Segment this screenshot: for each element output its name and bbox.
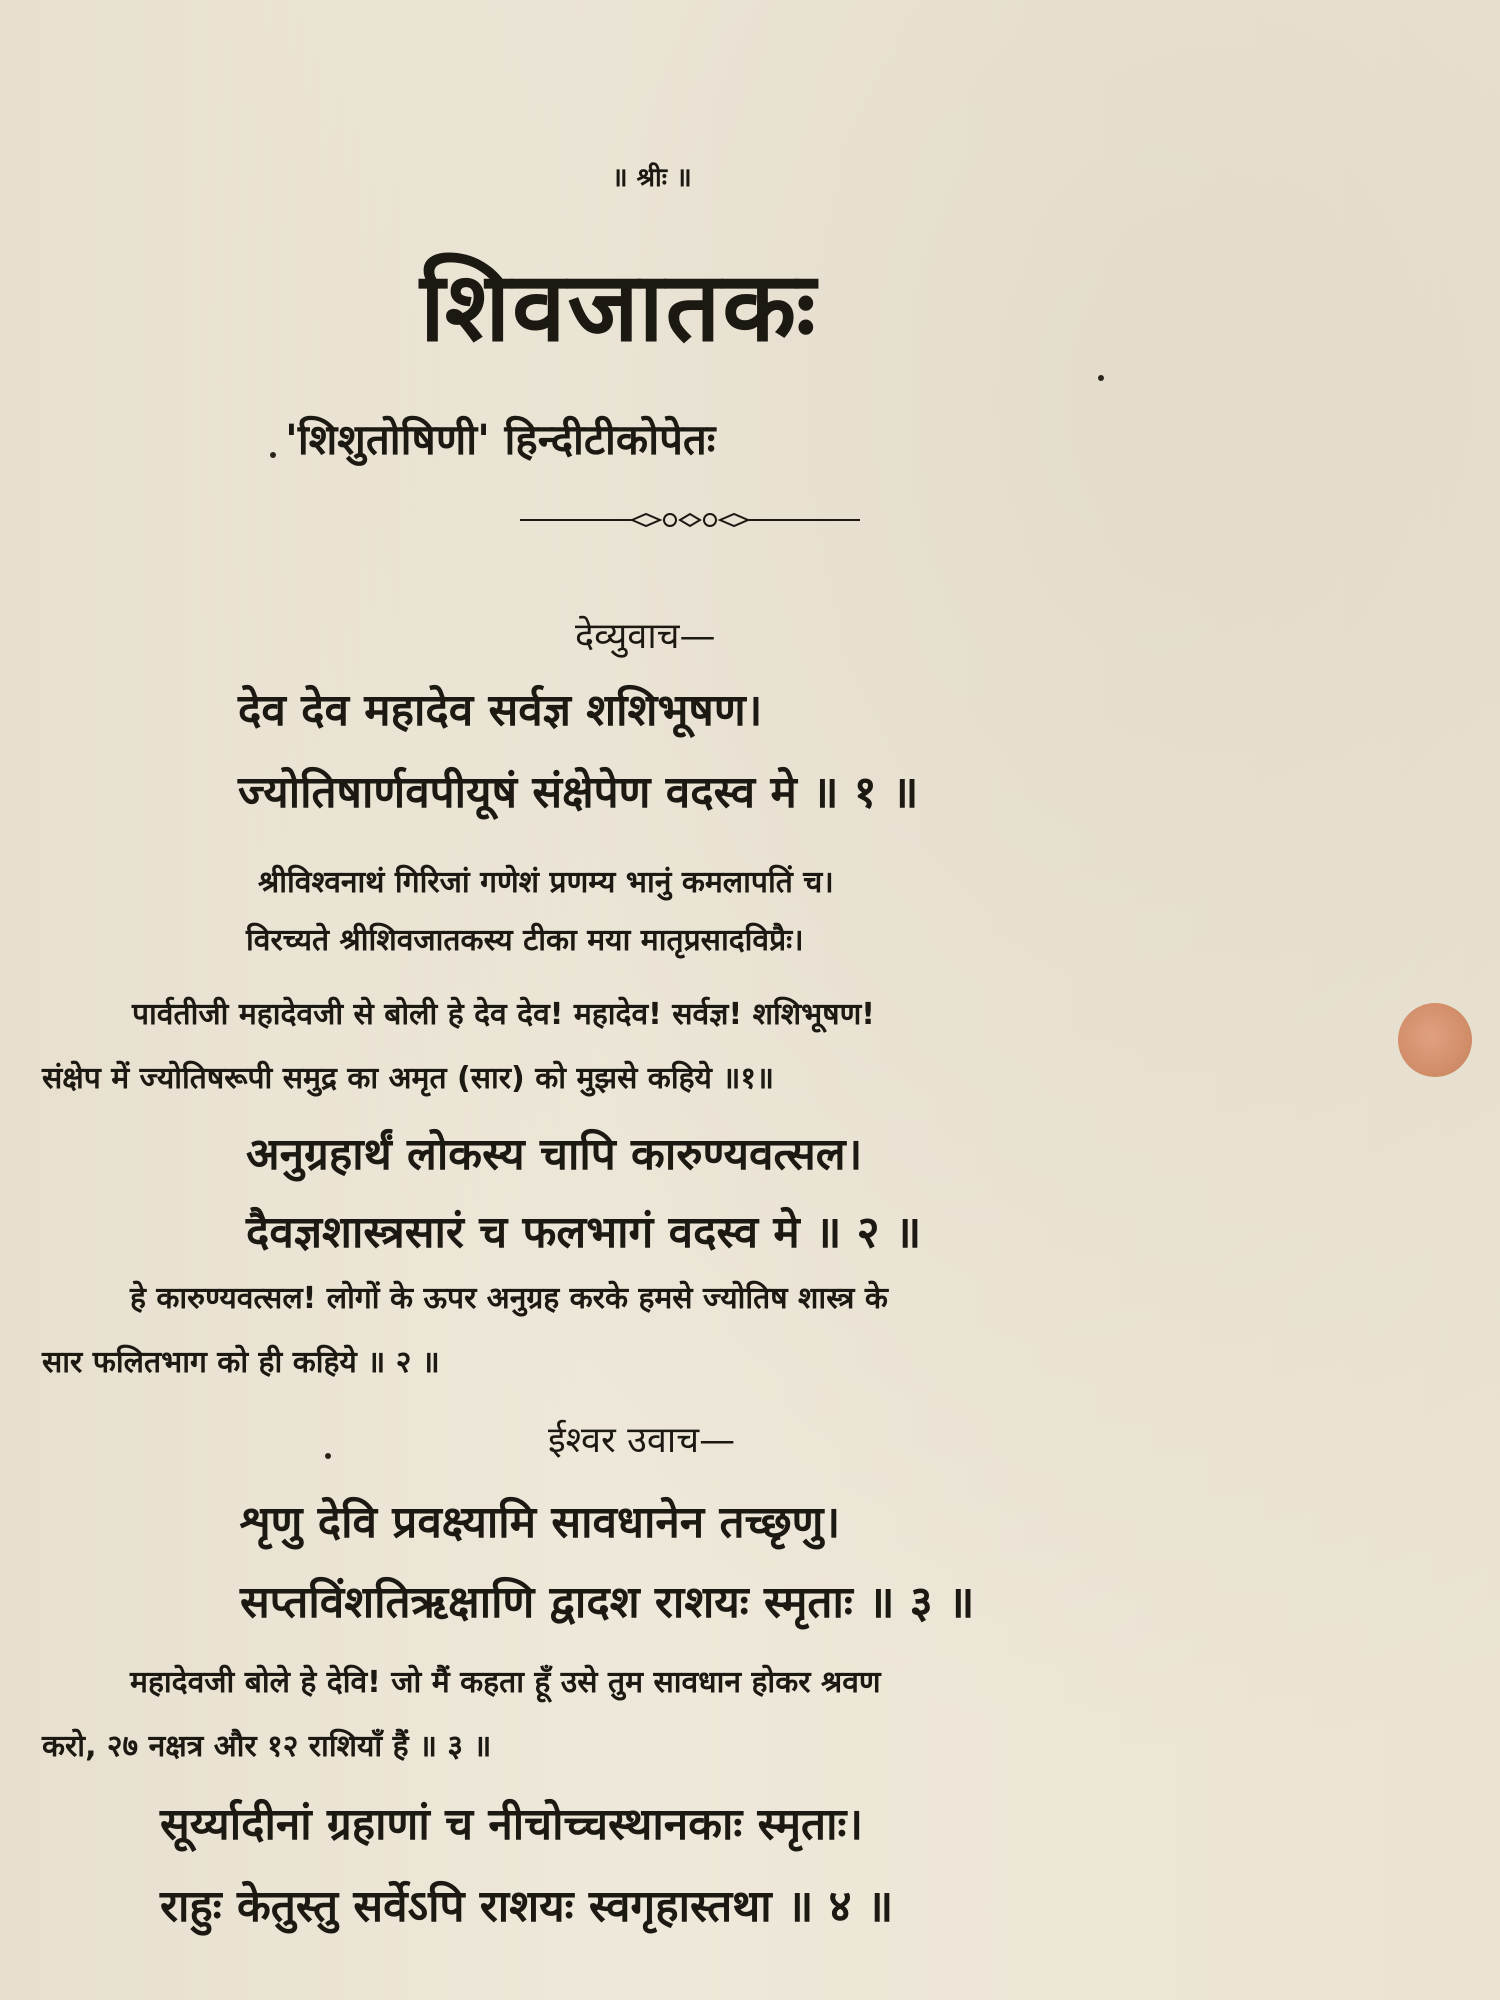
commentary-1-line-2: संक्षेप में ज्योतिषरूपी समुद्र का अमृत (सार) को मुझसे कहिये ॥१॥ [42, 1061, 774, 1096]
verse-3-line-2: सप्तविंशतिऋक्षाणि द्वादश राशयः स्मृताः ॥ ३ ॥ [240, 1577, 975, 1628]
verse-1-line-2: ज्योतिषार्णवपीयूषं संक्षेपेण वदस्व मे ॥ १ ॥ [238, 767, 919, 818]
verse-3-line-1: शृणु देवि प्रवक्ष्यामि सावधानेन तच्छृणु। [240, 1497, 841, 1548]
commentary-1-line-1: पार्वतीजी महादेवजी से बोली हे देव देव! महादेव! सर्वज्ञ! शशिभूषण! [132, 997, 875, 1032]
paper-stain [1398, 1003, 1472, 1077]
speaker-devi: देव्युवाच— [575, 616, 716, 657]
ink-speck [325, 1453, 331, 1459]
invocation-line-1: श्रीविश्वनाथं गिरिजां गणेशं प्रणम्य भानुं कमलापतिं च। [258, 865, 834, 900]
commentary-2-line-2: सार फलितभाग को ही कहिये ॥ २ ॥ [42, 1345, 440, 1380]
ink-speck [270, 452, 276, 458]
page-subtitle: 'शिशुतोषिणी' हिन्दीटीकोपेतः [285, 415, 716, 464]
verse-2-line-2: दैवज्ञशास्त्रसारं च फलभागं वदस्व मे ॥ २ ॥ [246, 1207, 922, 1258]
commentary-2-line-1: हे कारुण्यवत्सल! लोगों के ऊपर अनुग्रह करके हमसे ज्योतिष शास्त्र के [130, 1281, 888, 1316]
page-title: शिवजातकः [420, 251, 818, 363]
verse-2-line-1: अनुग्रहार्थं लोकस्य चापि कारुण्यवत्सल। [246, 1129, 863, 1180]
verse-4-line-1: सूर्य्यादीनां ग्रहाणां च नीचोच्चस्थानकाः स्मृताः। [160, 1799, 864, 1850]
verse-4-line-2: राहुः केतुस्तु सर्वेऽपि राशयः स्वगृहास्तथा ॥ ४ ॥ [160, 1881, 894, 1932]
invocation-header: ॥ श्रीः ॥ [612, 163, 692, 193]
title-ornament [520, 508, 860, 532]
ink-speck [1098, 375, 1104, 381]
verse-1-line-1: देव देव महादेव सर्वज्ञ शशिभूषण। [238, 685, 763, 736]
speaker-ishvara: ईश्वर उवाच— [548, 1420, 736, 1461]
invocation-line-2: विरच्यते श्रीशिवजातकस्य टीका मया मातृप्रसादविप्रैः। [246, 923, 804, 958]
commentary-3-line-2: करो, २७ नक्षत्र और १२ राशियाँ हैं ॥ ३ ॥ [42, 1729, 492, 1764]
commentary-3-line-1: महादेवजी बोले हे देवि! जो मैं कहता हूँ उसे तुम सावधान होकर श्रवण [130, 1665, 881, 1700]
